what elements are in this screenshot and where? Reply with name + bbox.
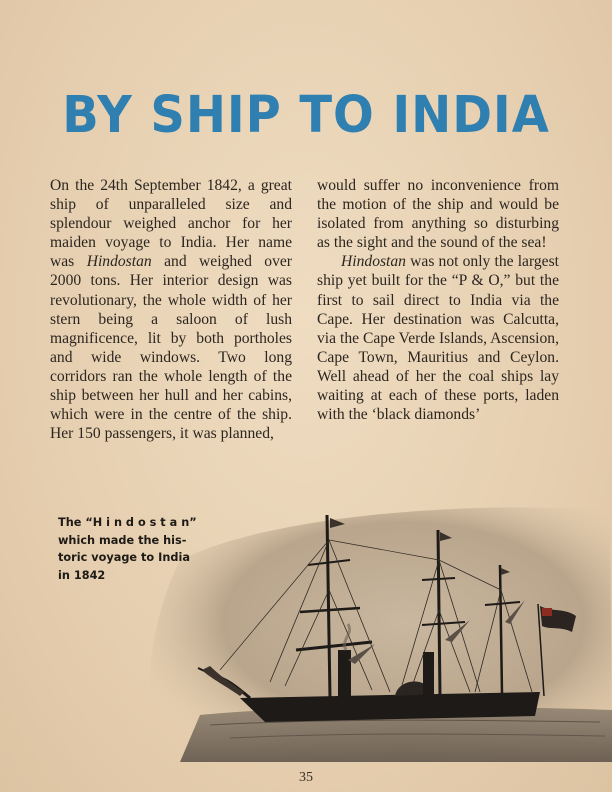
page-title: BY SHIP TO INDIA — [62, 86, 550, 145]
right-paragraph-1: would suffer no inconvenience from the motion of the ship and would be isolated from anything so disturbing as the sight and the sound of the sea! — [317, 177, 559, 252]
caption-line: in 1842 — [58, 568, 106, 582]
ship-name-italic: Hindostan — [86, 253, 152, 271]
illustration-caption — [58, 514, 228, 584]
right-paragraph-2-text: was not only the largest ship yet built for the “P & O,” but the first to sail direct to India via the Cape. Her destination was Calcutta, via the Cape Verde Islands, Ascension, Cape Town, Mauritius and Ceylon. Well ahead of her the coal ships lay waiting at each of these ports, laden with the ‘black diamonds’ — [317, 253, 559, 424]
ship-name-italic: Hindostan — [341, 253, 406, 271]
left-paragraph-text-start: On the 24th September 1842, a great ship of unparalleled size and splendour weighed anchor for her maiden voyage to India. Her name was — [50, 177, 292, 271]
right-text-column — [317, 176, 559, 424]
page-number: 35 — [299, 770, 313, 785]
right-paragraph-2 — [317, 252, 559, 424]
left-paragraph-text-end: and weighed over 2000 tons. Her interior design was revolutionary, the whole width of her stern being a saloon of lush magnificence, lit by both portholes and wide windows. Two long corridors ran the whole length of the ship between her hull and her cabins, which were in the centre of the ship. Her 150 passengers, it was planned, — [50, 253, 292, 443]
caption-line: The “H i n d o s t a n” — [58, 516, 197, 529]
caption-line: which made the his- — [58, 533, 187, 547]
caption-line: toric voyage to India — [58, 551, 190, 564]
left-text-column — [50, 176, 292, 443]
left-paragraph — [50, 176, 292, 443]
